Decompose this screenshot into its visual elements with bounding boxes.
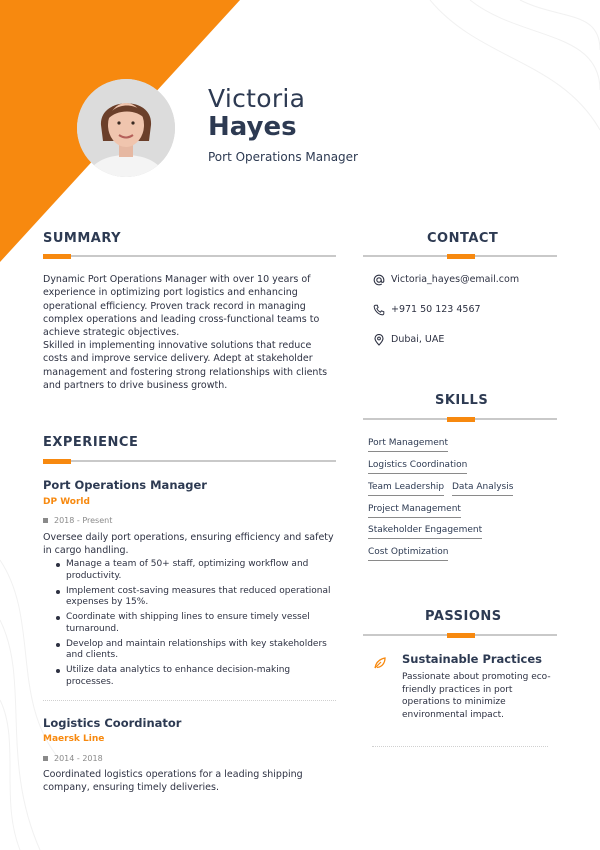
skill-tag: Cost Optimization (368, 547, 448, 561)
skill-tag: Data Analysis (452, 482, 513, 496)
date-marker-icon (43, 518, 48, 523)
list-item: Develop and maintain relationships with key stakeholders and clients. (54, 639, 336, 662)
last-name: Hayes (208, 112, 297, 142)
passion-divider (372, 746, 548, 747)
job-dates-text-2: 2014 - 2018 (54, 754, 103, 763)
passion-description: Passionate about promoting eco-friendly practices in port operations to minimize environmental impact. (402, 672, 551, 720)
job-bullets-1 (54, 559, 336, 692)
contact-location-text: Dubai, UAE (391, 334, 445, 345)
leaf-icon (373, 655, 387, 674)
passions-heading: PASSIONS (425, 609, 502, 624)
job-description-2: Coordinated logistics operations for a leading shipping company, ensuring timely deliveries. (43, 769, 303, 794)
list-item: Manage a team of 50+ staff, optimizing workflow and productivity. (54, 559, 336, 582)
job-title-1: Port Operations Manager (43, 478, 207, 492)
experience-accent (43, 459, 71, 464)
job-title-2: Logistics Coordinator (43, 716, 182, 730)
job-divider (43, 700, 336, 701)
skill-tag: Logistics Coordination (368, 460, 467, 474)
contact-phone-text: +971 50 123 4567 (391, 304, 481, 315)
phone-icon (372, 303, 385, 316)
skills-heading: SKILLS (435, 393, 489, 408)
contact-email[interactable] (372, 273, 519, 286)
at-icon (372, 273, 385, 286)
contact-accent (447, 254, 475, 259)
contact-location (372, 333, 444, 346)
skill-tag: Port Management (368, 438, 448, 452)
skill-tag: Team Leadership (368, 482, 444, 496)
location-pin-icon (372, 333, 385, 346)
list-item: Utilize data analytics to enhance decision-making processes. (54, 665, 336, 688)
contact-phone[interactable] (372, 303, 481, 316)
date-marker-icon (43, 756, 48, 761)
list-item: Coordinate with shipping lines to ensure timely vessel turnaround. (54, 612, 336, 635)
contact-email-text: Victoria_hayes@email.com (391, 274, 520, 285)
job-dates-text-1: 2018 - Present (54, 516, 113, 525)
job-description-1: Oversee daily port operations, ensuring efficiency and safety in cargo handling. (43, 532, 334, 557)
contact-heading: CONTACT (427, 231, 499, 246)
summary-heading: SUMMARY (43, 231, 122, 246)
profile-photo (77, 79, 175, 177)
company-2: Maersk Line (43, 734, 105, 744)
skills-accent (447, 417, 475, 422)
job-title: Port Operations Manager (208, 150, 358, 164)
skill-tag: Project Management (368, 504, 461, 518)
company-1: DP World (43, 497, 90, 507)
job-dates-1 (43, 516, 112, 525)
skill-tag: Stakeholder Engagement (368, 525, 482, 539)
summary-rule (43, 255, 336, 257)
passions-accent (447, 633, 475, 638)
experience-rule (43, 460, 336, 462)
job-dates-2 (43, 754, 103, 763)
passion-title: Sustainable Practices (402, 652, 543, 666)
summary-paragraph-2: Skilled in implementing innovative solutions that reduce costs and improve service delivery. Adept at stakeholder management and fostering strong relationships with clients and partners to drive business growth. (43, 340, 328, 391)
list-item: Implement cost-saving measures that reduced operational expenses by 15%. (54, 586, 336, 609)
summary-accent (43, 254, 71, 259)
summary-paragraph-1: Dynamic Port Operations Manager with over 10 years of experience in optimizing port logistics and enhancing operational efficiency. Proven track record in managing complex operations and leading cross-functional teams to achieve strategic objectives. (43, 274, 320, 339)
first-name: Victoria (208, 84, 306, 113)
experience-heading: EXPERIENCE (43, 435, 139, 450)
